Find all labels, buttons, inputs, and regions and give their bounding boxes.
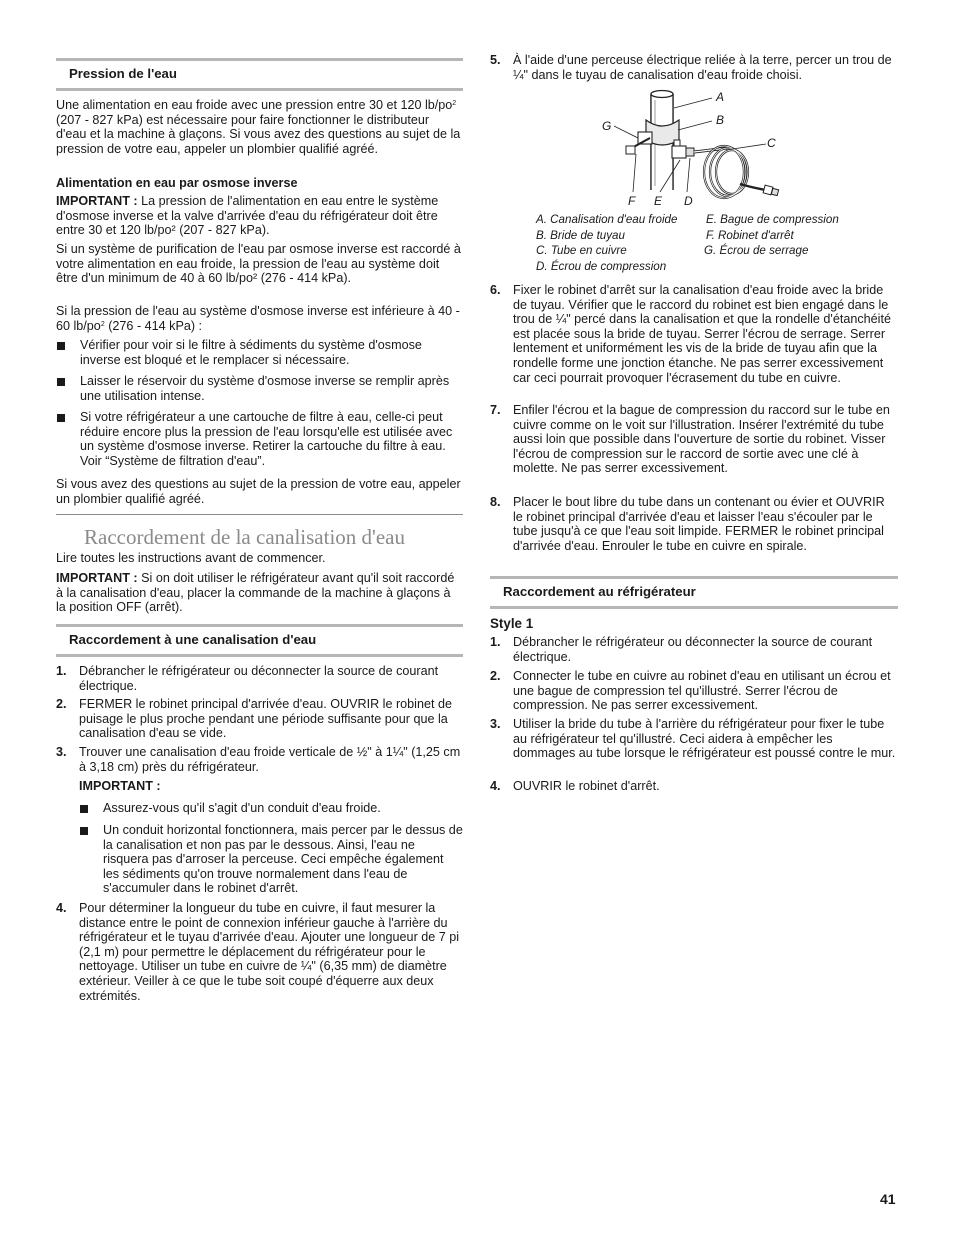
- pression-heading-text: Pression de l'eau: [69, 66, 177, 82]
- figure-caption: F. Robinet d'arrêt: [706, 229, 794, 242]
- step-item: 2. Connecter le tube en cuivre au robinet d'eau en utilisant un écrou et une bague de compression tel qu'illustré. Serrer l'écrou de compression. Ne pas serrer excessivement.: [490, 669, 891, 713]
- osmose-paragraph: Si un système de purification de l'eau par osmose inverse est raccordé à votre alimentation en eau froide, la pression de l'eau au système doit être d'un minimum de 40 à 60 lb/po² (276 - 414 kPa).: [56, 242, 461, 286]
- osmose-bullet: Laisser le réservoir du système d'osmose inverse se remplir après une utilisation intense.: [56, 374, 463, 403]
- page-number: 41: [880, 1191, 896, 1207]
- figure-label-f: F: [628, 194, 636, 208]
- section-title-raccordement: Raccordement de la canalisation d'eau: [84, 525, 405, 549]
- step-item: 8. Placer le bout libre du tube dans un contenant ou évier et OUVRIR le robinet principal d'arrivée d'eau et laisser l'eau s'écouler par le tube jusqu'à ce que l'eau soit limpide. FERMER le robinet principal d'arrivée d'eau. Enrouler le tube en cuivre en spirale.: [490, 495, 885, 553]
- square-bullet-icon: [57, 414, 65, 422]
- canalisation-heading-text: Raccordement à une canalisation d'eau: [69, 632, 317, 648]
- sub-heading-refrigerateur: [490, 576, 898, 609]
- step3-bullet: Assurez-vous qu'il s'agit d'un conduit d'eau froide.: [56, 801, 463, 816]
- figure-caption: D. Écrou de compression: [536, 260, 667, 273]
- step-item: 4. OUVRIR le robinet d'arrêt.: [490, 779, 660, 793]
- step-item: 2. FERMER le robinet principal d'arrivée d'eau. OUVRIR le robinet de puisage le plus proche pendant une période suffisante pour que la canalisation d'eau se vide.: [56, 697, 452, 741]
- figure-caption: A. Canalisation d'eau froide: [536, 213, 678, 226]
- figure-label-a: A: [716, 90, 725, 104]
- figure-label-g: G: [602, 119, 612, 133]
- raccordement-important: IMPORTANT : Si on doit utiliser le réfrigérateur avant qu'il soit raccordé à la canalisation d'eau, placer la commande de la machine à glaçons à la position OFF (arrêt).: [56, 571, 455, 615]
- step-item: 3. Utiliser la bride du tube à l'arrière du réfrigérateur pour fixer le tube au réfrigérateur tel qu'illustré. Ceci aidera à empêcher les dommages au tube lorsque le réfrigérateur est poussé contre le mur.: [490, 717, 896, 761]
- step-item: 6. Fixer le robinet d'arrêt sur la canalisation d'eau froide avec la bride de tuyau. Vérifier que le raccord du robinet est bien engagé dans le trou de ¼" percé dans la canalisation et que la rondelle d'étanchéité est placée sous la bride de tuyau. Serrer l'écrou de serrage. Serrer lentement et uniformément les vis de la bride de tuyau afin que la rondelle forme une jonction étanche. Ne pas serrer excessivement car ceci pourrait provoquer l'écrasement du tube en cuivre.: [490, 283, 891, 385]
- sub-heading-canalisation: [56, 624, 463, 657]
- osmose-low-pressure: Si la pression de l'eau au système d'osmose inverse est inférieure à 40 - 60 $lb/po^2$ (276 - 414 kPa) :: [56, 304, 460, 333]
- step-item: 1. Débrancher le réfrigérateur ou déconnecter la source de courant électrique.: [490, 635, 873, 664]
- osmose-important: IMPORTANT : La pression de l'alimentation en eau entre le système d'osmose inverse et la valve d'arrivée d'eau du réfrigérateur doit être entre 30 et 120 lb/po² (207 - 827 kPa).: [56, 194, 439, 238]
- osmose-heading: Alimentation en eau par osmose inverse: [56, 176, 298, 190]
- figure-label-b: B: [716, 113, 725, 127]
- figure-label-d: D: [684, 194, 693, 208]
- style-label: Style 1: [490, 616, 534, 631]
- figure-caption: C. Tube en cuivre: [536, 244, 627, 257]
- osmose-bullet: Si votre réfrigérateur a une cartouche de filtre à eau, celle-ci peut réduire encore plus la pression de l'eau lorsqu'elle est utilisée avec un système d'osmose inverse. Retirer la cartouche du filtre à eau. Voir “Système de filtration d'eau”.: [56, 410, 463, 468]
- step-item: 7. Enfiler l'écrou et la bague de compression du raccord sur le tube en cuivre comme on le voit sur l'illustration. Insérer l'extrémité du tube aussi loin que possible dans l'ouverture de sortie du robinet. Visser l'écrou de compression sur le raccord de sortie avec une clé à molette. Ne pas serrer excessivement.: [490, 403, 890, 476]
- pression-closing: Si vous avez des questions au sujet de la pression de votre eau, appeler un plombier qualifié agréé.: [56, 477, 461, 506]
- figure-caption: G. Écrou de serrage: [704, 244, 809, 257]
- pression-paragraph: Une alimentation en eau froide avec une pression entre 30 et 120 $lb/po^2$ (207 - 827 kPa) est nécessaire pour faire fonctionner le distributeur d'eau et la machine à glaçons. Si vous avez des questions au sujet de la pression de votre eau, appeler un plombier qualifié agréé.: [56, 98, 461, 156]
- figure-caption: B. Bride de tuyau: [536, 229, 625, 242]
- step-item: 3. Trouver une canalisation d'eau froide verticale de ½" à 1¼" (1,25 cm à 3,18 cm) près du réfrigérateur.: [56, 745, 461, 774]
- refrigerateur-heading-text: Raccordement au réfrigérateur: [503, 584, 696, 600]
- square-bullet-icon: [57, 342, 65, 350]
- valve-illustration: [490, 88, 898, 210]
- section-divider: [56, 514, 463, 515]
- step3-important-label: IMPORTANT :: [79, 779, 161, 793]
- square-bullet-icon: [80, 827, 88, 835]
- raccordement-intro: Lire toutes les instructions avant de commencer.: [56, 551, 326, 565]
- figure-label-c: C: [767, 136, 776, 150]
- step-item: 4. Pour déterminer la longueur du tube en cuivre, il faut mesurer la distance entre le point de connexion inférieur gauche à l'arrière du réfrigérateur et le tuyau d'arrivée d'eau. Ajouter une longueur de 7 pi (2,1 m) pour permettre le déplacement du réfrigérateur pour le nettoyage. Utiliser un tube en cuivre de ¼" (6,35 mm) de diamètre extérieur. Veiller à ce que le tube soit coupé d'équerre aux deux extrémités.: [56, 901, 460, 1003]
- figure-caption: E. Bague de compression: [706, 213, 839, 226]
- osmose-bullet: Vérifier pour voir si le filtre à sédiments du système d'osmose inverse est bloqué et le remplacer si nécessaire.: [56, 338, 463, 367]
- step-item: 1. Débrancher le réfrigérateur ou déconnecter la source de courant électrique.: [56, 664, 439, 693]
- step3-bullet: Un conduit horizontal fonctionnera, mais percer par le dessus de la canalisation et non pas par le dessous. Ainsi, l'eau ne risquera pas d'arroser la perceuse. Ceci empêche également les sédiments qu'on trouve normalement dans l'eau de s'accumuler dans le robinet d'arrêt.: [56, 823, 463, 896]
- figure-label-e: E: [654, 194, 663, 208]
- shutoff-valve-diagram: [490, 88, 898, 210]
- square-bullet-icon: [57, 378, 65, 386]
- step-item: 5. À l'aide d'une perceuse électrique reliée à la terre, percer un trou de ¼" dans le tuyau de canalisation d'eau froide choisi.: [490, 53, 892, 82]
- section-heading-pression: [56, 58, 463, 91]
- square-bullet-icon: [80, 805, 88, 813]
